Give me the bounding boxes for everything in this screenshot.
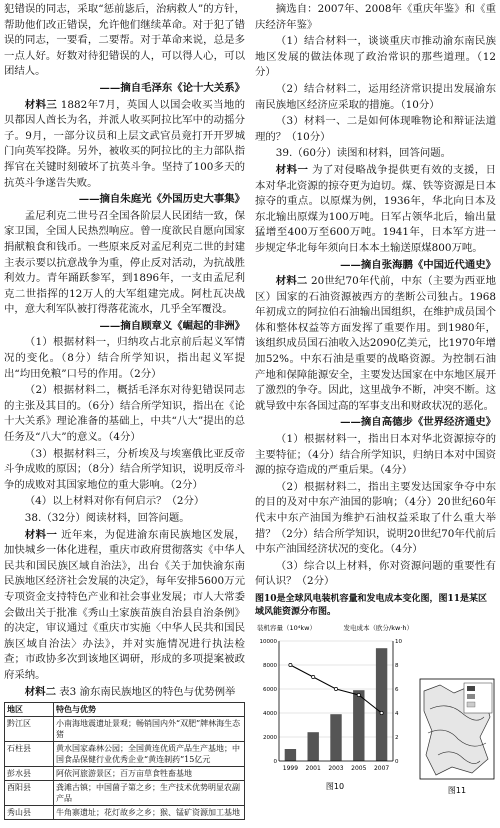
source-note: 摘选自：2007年、2008年《重庆年鉴》和《重庆经济年鉴》 <box>255 3 496 31</box>
cost-point <box>312 675 315 678</box>
features-table <box>4 702 245 820</box>
figure-11-label: 图11 <box>447 785 467 795</box>
y-right-tick-label: 10 <box>395 638 402 645</box>
x-axis-ticks <box>283 765 390 772</box>
table-cell: 小南海地震遗址景观；畅销国内外“双肥”牌林海生态猪 <box>54 717 245 742</box>
table-row <box>5 742 245 767</box>
question-37-2: （2）根据材料二，概括毛泽东对待犯错误同志的主张及其目的。（6分）结合所学知识，指出在《论十大关系》理论准备的基础上，中共“八大”提出的总任务及“八大”的意义。（4分） <box>4 384 245 444</box>
figure-10-label: 图10 <box>325 781 345 791</box>
figures-area <box>255 621 496 799</box>
citation-gao: ——摘自高德步《世界经济通史》 <box>340 416 496 429</box>
question-37-1: （1）根据材料一，归纳攻占北京前后起义军情况的变化。（8分）结合所学知识，指出起义军提出“均田免粮”口号的作用。（2分） <box>4 336 245 380</box>
table-cell: 阿依河旅游景区；百万亩草食牲畜基地 <box>54 767 245 781</box>
capacity-bar <box>353 690 364 761</box>
capacity-bar <box>308 732 319 761</box>
question-38-3: （3）材料一、二是如何体现唯物论和辩证法道理的？（10分） <box>255 115 496 143</box>
y-left-tick-label: 2000 <box>263 734 277 741</box>
table-row <box>5 767 245 781</box>
cost-point <box>357 693 360 696</box>
table-cell: 黄水国家森林公园；全国黄连优质产品生产基地；中国食品保健行业优秀企业“黄连制药”15亿元 <box>54 742 245 767</box>
x-tick-label: 1999 <box>282 764 299 772</box>
y-right-ticks <box>395 639 402 765</box>
table-cell: 牛角寨遗址；花灯故乡之乡；猴、锰矿资源加工基地 <box>54 806 245 820</box>
question-39-3: （3）综合以上材料，你对资源问题的重要性有何认识？（2分） <box>255 559 496 588</box>
citation-zhu: ——摘自朱庭光《外国历史大事集》 <box>78 193 245 206</box>
chongqing-material-two-text: 表3 渝东南民族地区的特色与优势例举 <box>55 685 236 698</box>
chongqing-material-one-label: 材料一 <box>24 528 58 541</box>
right-column <box>255 2 496 799</box>
y-left-tick-label: 6000 <box>263 686 277 693</box>
material-three <box>4 98 245 192</box>
question-38-2: （2）结合材料二，运用经济常识提出发展渝东南民族地区经济应采取的措施。（10分） <box>255 82 496 111</box>
question-39-2: （2）根据材料二，指出主要发达国家争夺中东的目的及对中东产油国的影响；（4分）20世纪60年代末中东产油国为维护石油权益采取了什么重大举措？（2分）结合所学知识，说明20世纪70年代前后中东产油国经济状况的变化。（4分） <box>255 480 496 556</box>
x-tick-label: 2001 <box>305 764 321 772</box>
table-header-cell: 特色与优势 <box>54 703 245 717</box>
japan-material-one-label: 材料一 <box>275 163 309 176</box>
y-left-tick-label: 8000 <box>263 662 277 669</box>
mao-excerpt-text: 犯错误的同志，采取“惩前毖后，治病救人”的方针，帮助他们改正错误，允许他们继续革命。对于犯了错误的同志，一要看，二要帮。对于革命来说，总是多一点人好。好数对待犯错误的人，可以得人心，可以团结人。 <box>4 3 245 78</box>
table-cell: 石柱县 <box>5 742 54 767</box>
left-column <box>4 2 245 820</box>
chongqing-material-one-text: 近年来，为促进渝东南民族地区发展，加快城乡一体化进程，重庆市政府贯彻落实《中华人民共和国民族区域自治法》，出台《关于加快渝东南民族地区经济社会发展的决定》，每年安排5600万元专项资金支持特色产业和社会事业发展；市人大常委会做出关于批准《秀山土家族苗族自治县自治条例》的决定，审议通过《重庆市实施〈中华人民共和国民族区域自治法〉办法》，并对实施情况进行执法检查；市政协多次到该地区调研，形成的多项提案被政府采纳。 <box>4 528 246 681</box>
table-cell: 酉阳县 <box>5 781 54 806</box>
chongqing-material-two <box>4 685 245 701</box>
legend-swatch <box>467 686 475 691</box>
mideast-material-two <box>255 274 496 414</box>
chongqing-material-two-label: 材料二 <box>24 685 56 698</box>
y-left-tick-label: 10000 <box>259 638 277 645</box>
x-tick-label: 2003 <box>328 764 344 772</box>
y-left-tick-label: 0 <box>273 758 277 765</box>
question-39-heading: 39.（60分）读图和材料，回答问题。 <box>275 147 452 160</box>
question-39-1: （1）根据材料一，指出日本对华北资源掠夺的主要特征；（4分）结合所学知识，归纳日本对中国资源的掠夺造成的严重后果。（4分） <box>255 433 496 477</box>
y-left-ticks <box>260 639 278 765</box>
x-tick-label: 2005 <box>351 764 367 772</box>
citation-gu: ——摘自顾章义《崛起的非洲》 <box>99 319 245 332</box>
question-37-4: （4）以上材料对你有何启示？（2分） <box>24 495 205 508</box>
y-left-tick-label: 4000 <box>263 710 277 717</box>
legend-swatch <box>467 702 475 707</box>
table-cell: 龚滩古镇；中国菌子第之乡；生产技术优势明显农副产品 <box>54 781 245 806</box>
cost-point <box>380 711 383 714</box>
y-right-tick-label: 2 <box>395 734 399 741</box>
mideast-material-two-text: 20世纪70年代前，中东（主要为西亚地区）国家的石油资源被西方的垄断公司独占。1968年初成立的阿拉伯石油输出国组织，在维护成员国个体和整体权益等方面发挥了重要作用。到1980年，该组织成员国石油收入达2090亿美元，比1970年增加52%。中东石油是重要的战略资源。为控制石油产地和保障能源安全，主要发达国家在中东地区展开了激烈的争夺。因此，这里战争不断，冲突不断。这就导致中东各国过高的军事支出和财政状况的恶化。 <box>255 275 496 412</box>
chongqing-material-one <box>4 528 245 684</box>
x-tick-label: 2007 <box>373 764 390 772</box>
wind-power-chart <box>255 621 415 799</box>
question-38-heading: 38.（32分）阅读材料，回答问题。 <box>24 512 190 524</box>
question-38-1: （1）结合材料一，谈谈重庆市推动渝东南民族地区发展的做法体现了政治常识的那些道理。（12分） <box>255 35 496 79</box>
y-right-tick-label: 4 <box>395 710 399 717</box>
table-header-row <box>5 703 245 717</box>
table-header-cell: 地区 <box>5 703 54 717</box>
y-right-tick-label: 8 <box>395 662 399 669</box>
y-right-tick-label: 6 <box>395 686 399 693</box>
cost-point <box>334 687 337 690</box>
table-cell: 秀山县 <box>5 806 54 820</box>
capacity-bar <box>330 714 341 761</box>
japan-material-one <box>255 163 496 257</box>
citation-mao: ——摘自毛泽东《论十大关系》 <box>99 81 245 94</box>
cost-point <box>289 663 292 666</box>
mideast-material-two-label: 材料二 <box>275 275 308 288</box>
y-right-axis-label: 发电成本（欧分/kw·h） <box>343 623 413 632</box>
material-three-text: 1882年7月，英国人以国会收买当地的贝都因人酋长为名，并派人收买阿拉比军中的动摇分子。9月，一部分议员和上层文武官员竟打开开罗城门向英军投降。另外，被收买的阿拉比的主力部队指挥官在关键时刻破坏了抗英斗争。坚持了100多天的抗英斗争遂告失败。 <box>4 98 245 189</box>
table-row <box>5 717 245 742</box>
table-cell: 彭水县 <box>5 767 54 781</box>
citation-zhang: ——摘自张海鹏《中国近代通史》 <box>340 258 496 271</box>
ethiopia-text: 孟尼利克二世号召全国各阶层人民团结一致，保家卫国，全国人民热烈响应。曾一度欲民自愿向国家捐献粮食和钱币。一些原来反对孟尼利克二世的封建主表示要以抗意战争为重，停止反对活动，为抗战胜利效力。青年踊跃参军，到1896年，一支由孟尼利克二世指挥的12万人的大军组建完成。阿杜瓦决战中，意大利军队被打得落花流水，几乎全军覆没。 <box>4 209 245 316</box>
table-row <box>5 781 245 806</box>
question-37-3: （3）根据材料三，分析埃及与埃塞俄比亚反帝斗争成败的原因；（8分）结合所学知识，说明反帝斗争的成败对其国家地位的重大影响。（2分） <box>4 447 245 491</box>
capacity-bar <box>285 749 296 761</box>
legend-swatch <box>467 694 475 699</box>
figure-caption: 图10是全球风电装机容量和发电成本变化图，图11是某区域风能资源分布图。 <box>255 593 488 617</box>
table-cell: 黔江区 <box>5 717 54 742</box>
y-right-tick-label: 0 <box>395 758 399 765</box>
table-row <box>5 806 245 820</box>
y-left-axis-label: 装机容量（10⁴kw） <box>257 623 316 632</box>
japan-material-one-text: 为了对侵略战争提供更有效的支援，日本对华北资源的掠夺更为迫切。煤、铁等资源是日本掠夺的重点。以原煤为例，1936年，华北向日本及东北输出原煤为100万吨。日军占领华北后，输出量猛增至400万至600万吨。1941年，日本军方进一步规定华北每年须向日本本土输送原煤800万吨。 <box>255 163 497 254</box>
wind-resource-map <box>418 621 496 799</box>
material-three-label: 材料三 <box>24 98 58 111</box>
capacity-bar <box>376 648 387 761</box>
